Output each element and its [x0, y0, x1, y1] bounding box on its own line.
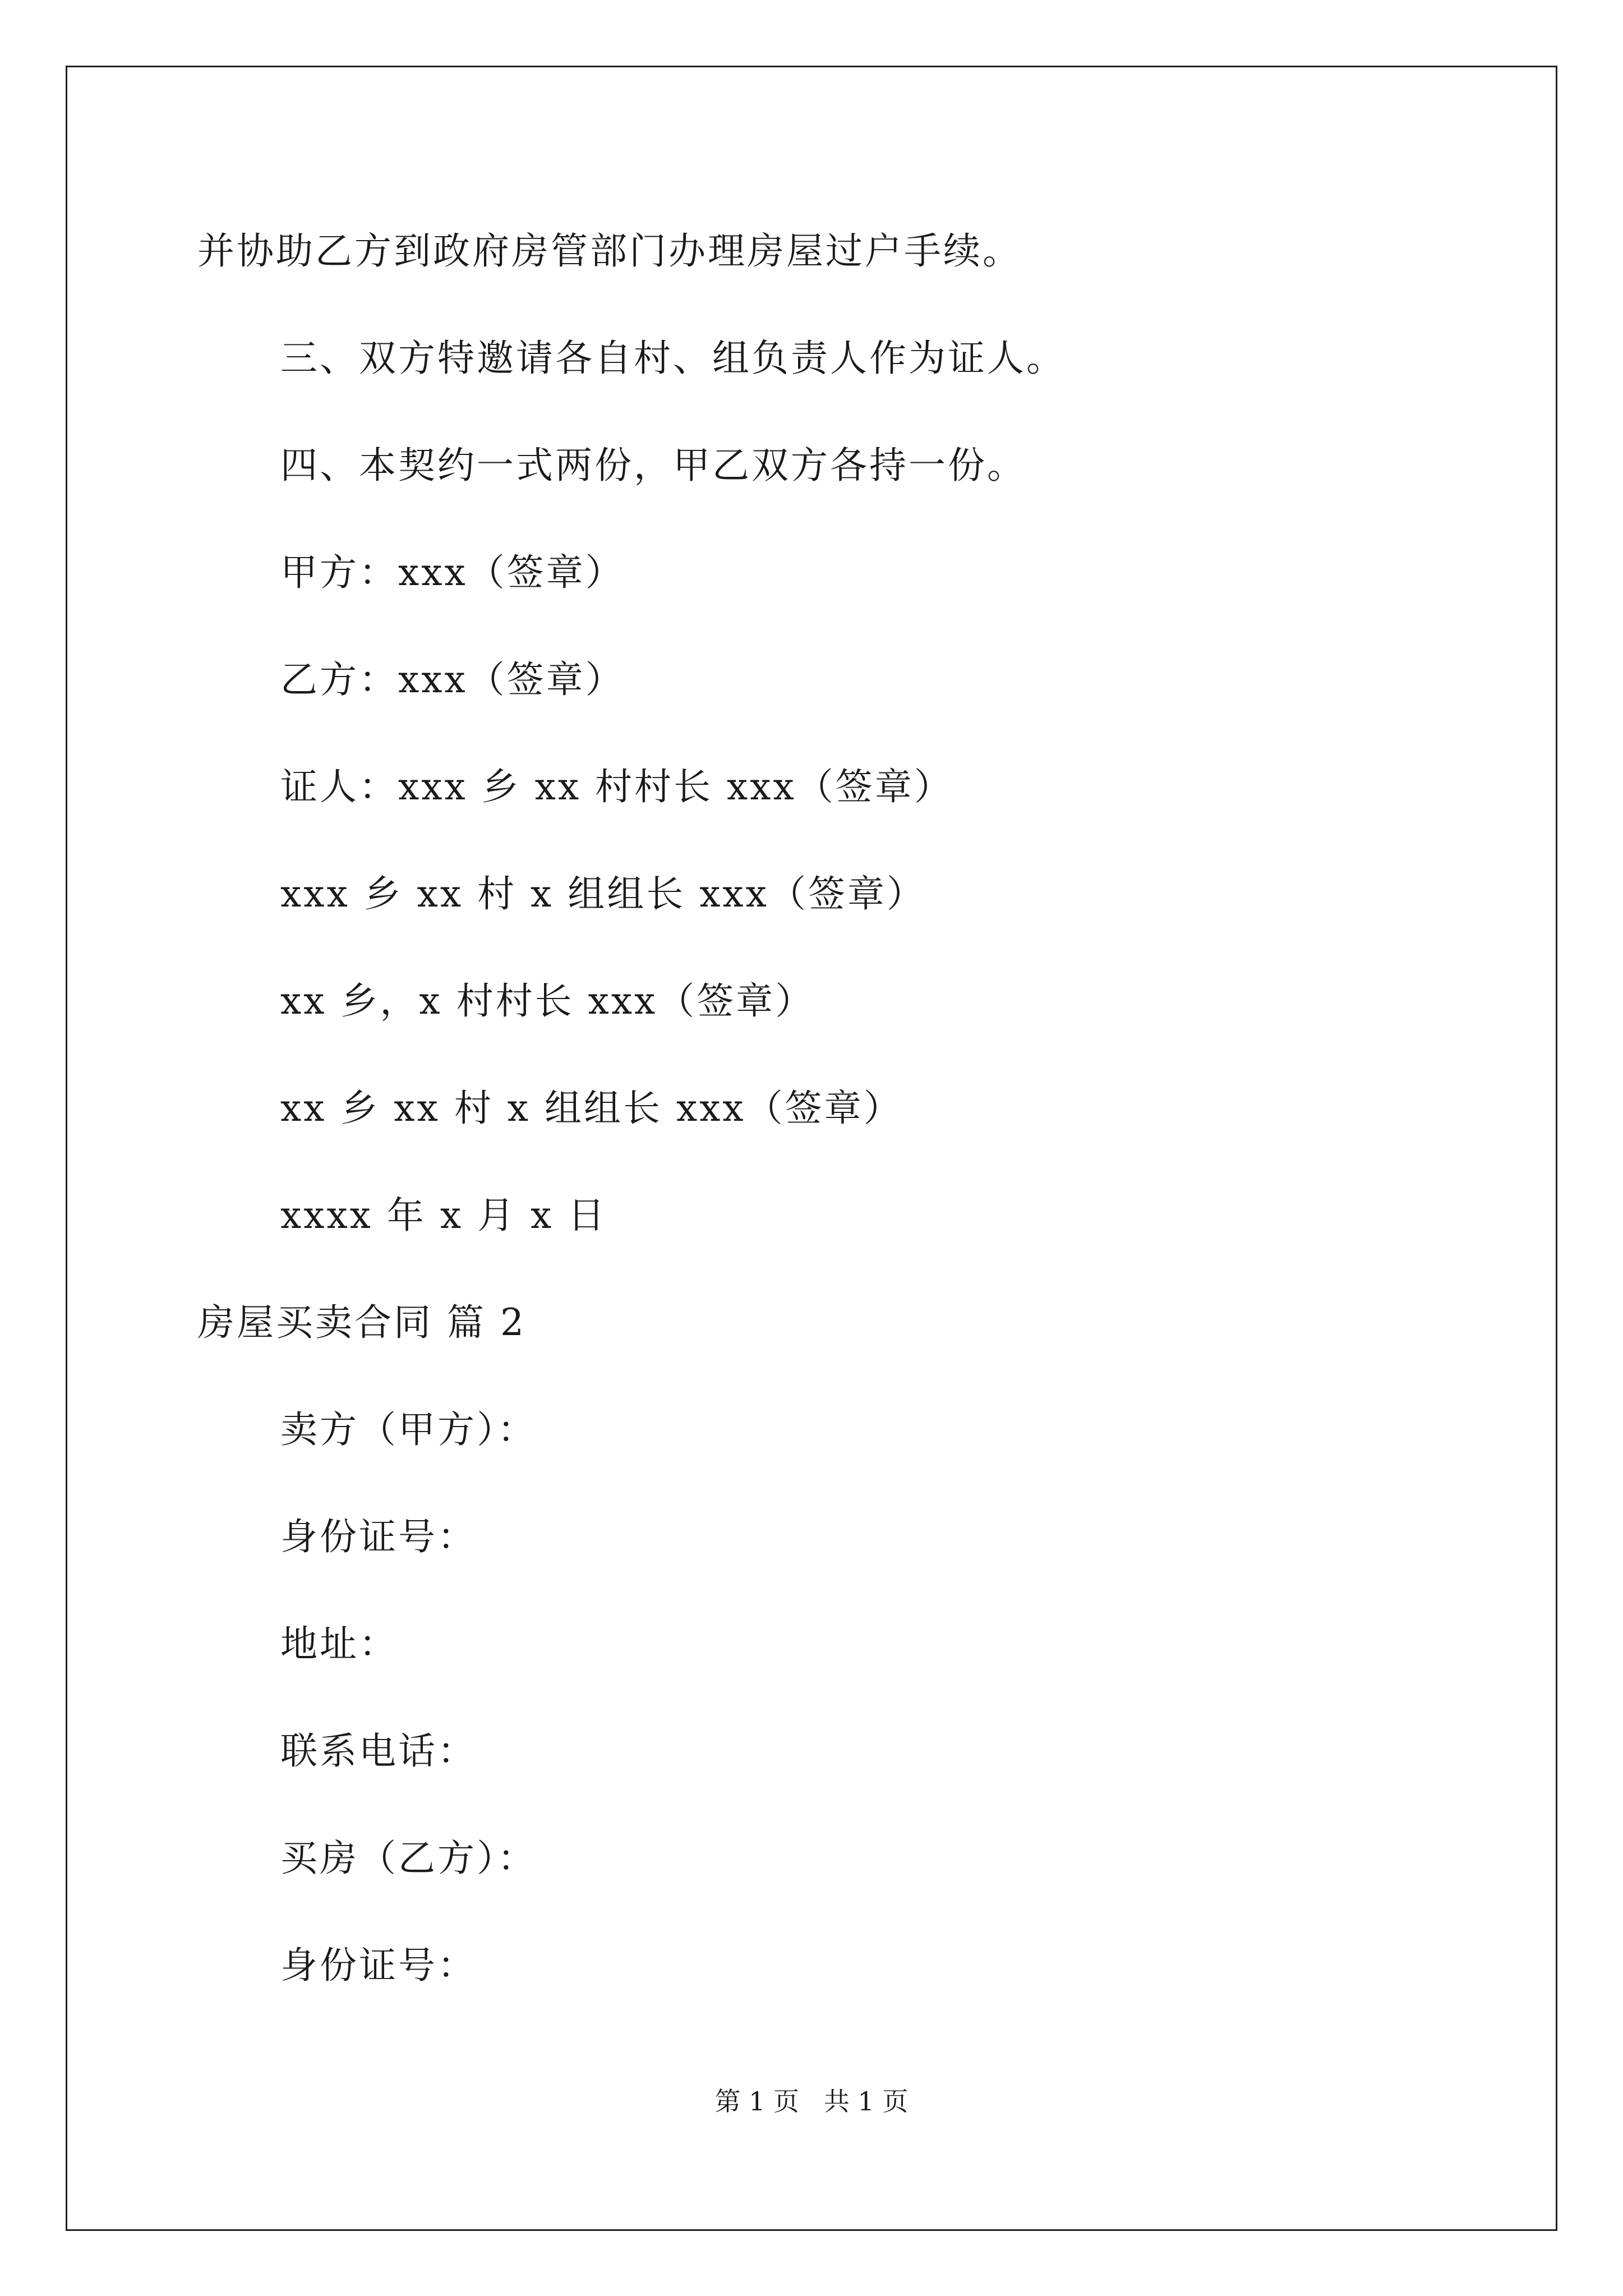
- date-line: xxxx 年 x 月 x 日: [280, 1194, 607, 1237]
- witness-line-4: xx 乡 xx 村 x 组组长 xxx（签章）: [280, 1087, 903, 1130]
- page-border: [66, 66, 1557, 2231]
- seller-id-label: 身份证号：: [280, 1515, 477, 1558]
- text-line-continuation: 并协助乙方到政府房管部门办理房屋过户手续。: [197, 229, 1022, 273]
- seller-phone-label: 联系电话：: [280, 1729, 477, 1773]
- clause-three: 三、双方特邀请各自村、组负责人作为证人。: [280, 337, 1066, 380]
- witness-line-3: xx 乡，x 村村长 xxx（签章）: [280, 979, 815, 1023]
- clause-four: 四、本契约一式两份，甲乙双方各持一份。: [280, 444, 1026, 487]
- buyer-label: 买房（乙方）：: [280, 1837, 537, 1880]
- seller-label: 卖方（甲方）：: [280, 1408, 537, 1451]
- party-b-signature: 乙方：xxx（签章）: [280, 658, 625, 701]
- witness-line-1: 证人：xxx 乡 xx 村村长 xxx（签章）: [280, 765, 953, 808]
- seller-address-label: 地址：: [280, 1622, 398, 1665]
- witness-line-2: xxx 乡 xx 村 x 组组长 xxx（签章）: [280, 872, 926, 915]
- buyer-id-label: 身份证号：: [280, 1944, 477, 1987]
- section-heading: 房屋买卖合同 篇 2: [197, 1301, 526, 1344]
- party-a-signature: 甲方：xxx（签章）: [280, 551, 625, 594]
- page-footer: 第 1 页 共 1 页: [714, 2086, 909, 2116]
